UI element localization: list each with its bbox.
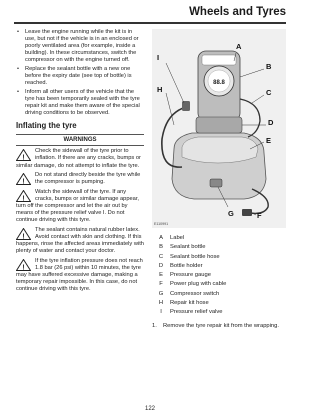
- warning-triangle-icon: [16, 190, 31, 202]
- warning-item: [16, 258, 144, 293]
- callout-C: C: [266, 88, 272, 97]
- legend-label: Sealant bottle hose: [170, 253, 220, 260]
- compressor-top-face: [182, 137, 258, 163]
- callout-G: G: [228, 209, 234, 218]
- warning-item: [16, 189, 144, 224]
- warning-triangle-icon: [16, 228, 31, 240]
- warning-item: [16, 172, 144, 186]
- warning-triangle-icon: [16, 173, 31, 185]
- svg-text:!: !: [22, 195, 25, 202]
- legend-row: [152, 271, 286, 280]
- legend-label: Compressor switch: [170, 290, 220, 297]
- callout-I: I: [157, 53, 160, 62]
- callout-A: A: [236, 42, 242, 51]
- right-column: [152, 29, 286, 228]
- legend-label: Repair kit hose: [170, 300, 209, 307]
- bullet-item: • Replace the sealant bottle with a new one before the expiry date (see top of bottle) is reached.: [16, 66, 144, 87]
- warning-item: [16, 227, 144, 255]
- warning-text: Watch the sidewall of the tyre. If any cracks, bumps or similar damage appear, turn off the compressor and let the air out by means of the pressure relief valve I. Do not continue driving with this tyre.: [16, 188, 139, 224]
- legend-row: [152, 253, 286, 262]
- figure-legend: [152, 234, 286, 318]
- pressure-relief-valve: [182, 101, 190, 111]
- warning-triangle-icon: [16, 259, 31, 271]
- sealant-bottle-hose: [240, 99, 260, 137]
- compressor-switch: [210, 179, 222, 187]
- warning-text: The sealant contains natural rubber latex. Avoid contact with skin and clothing. If this happens, rinse the affected areas immediately with plenty of water and contact your doctor.: [16, 226, 144, 255]
- section-heading: Inflating the tyre: [16, 121, 77, 131]
- bottle-label: [202, 55, 236, 65]
- legend-letter: C: [158, 253, 164, 260]
- power-plug: [242, 209, 252, 216]
- tyre-repair-kit-figure: [152, 29, 286, 228]
- legend-letter: I: [160, 309, 162, 316]
- legend-label: Label: [170, 235, 185, 241]
- legend-label: Pressure gauge: [170, 272, 211, 279]
- svg-text:!: !: [22, 233, 25, 240]
- bottle-holder: [196, 117, 242, 133]
- callout-H: H: [157, 85, 163, 94]
- step-item: [152, 323, 286, 330]
- legend-label: Pressure relief valve: [170, 309, 223, 316]
- step-text: Remove the tyre repair kit from the wrapping.: [163, 323, 279, 329]
- warning-item: [16, 148, 144, 169]
- legend-letter: F: [159, 281, 163, 288]
- intro-bullet-list: [16, 29, 144, 117]
- svg-text:!: !: [22, 263, 25, 271]
- callout-D: D: [268, 118, 274, 127]
- legend-label: Sealant bottle: [170, 244, 206, 251]
- legend-row: [152, 234, 286, 243]
- legend-label: Bottle holder: [170, 262, 203, 269]
- step-number: 1.: [152, 323, 157, 329]
- callout-F: F: [257, 211, 262, 220]
- page-header-title: Wheels and Tyres: [189, 6, 286, 18]
- callout-E: E: [266, 136, 272, 145]
- svg-text:!: !: [22, 178, 25, 186]
- figure-id: E110991: [154, 222, 169, 226]
- tyre-repair-kit-illustration: [152, 29, 286, 228]
- warning-text: Do not stand directly beside the tyre while the compressor is pumping.: [35, 172, 141, 186]
- page-number: 122: [144, 406, 155, 412]
- legend-letter: H: [158, 300, 164, 307]
- legend-letter: B: [159, 244, 163, 251]
- legend-letter: E: [159, 272, 163, 279]
- bullet-item: • Leave the engine running while the kit is in use, but not if the vehicle is in an enclosed or poorly ventilated area (for example, inside a building). In these circumstances, switch the compressor on with the engine turned off.: [16, 29, 144, 64]
- warning-text: Check the sidewall of the tyre prior to inflation. If there are any cracks, bumps or similar damage, do not attempt to inflate the tyre.: [16, 148, 141, 169]
- legend-letter: A: [159, 235, 163, 241]
- legend-row: [152, 290, 286, 299]
- legend-row: [152, 243, 286, 252]
- gauge-readout: 88.8: [213, 80, 225, 86]
- legend-row: [152, 299, 286, 308]
- warning-text: If the tyre inflation pressure does not reach 1.8 bar (26 psi) within 10 minutes, the tyre may have suffered excessive damage, making a temporary repair impossible. In this case, do not continue driving with this tyre.: [16, 257, 143, 292]
- header-rule: [14, 22, 286, 24]
- svg-text:!: !: [22, 154, 25, 162]
- legend-row: [152, 280, 286, 289]
- steps-list: [152, 323, 286, 330]
- warnings-title: WARNINGS: [16, 134, 144, 146]
- bullet-item: • Inform all other users of the vehicle that the tyre has been temporarily sealed with the tyre repair kit and make them aware of the special driving conditions to be observed.: [16, 89, 144, 117]
- legend-label: Power plug with cable: [170, 281, 227, 288]
- legend-row: [152, 262, 286, 271]
- legend-letter: G: [158, 290, 164, 297]
- left-column: [16, 29, 144, 296]
- legend-row: [152, 308, 286, 317]
- warning-triangle-icon: [16, 149, 31, 161]
- legend-letter: D: [158, 262, 164, 269]
- callout-B: B: [266, 62, 272, 71]
